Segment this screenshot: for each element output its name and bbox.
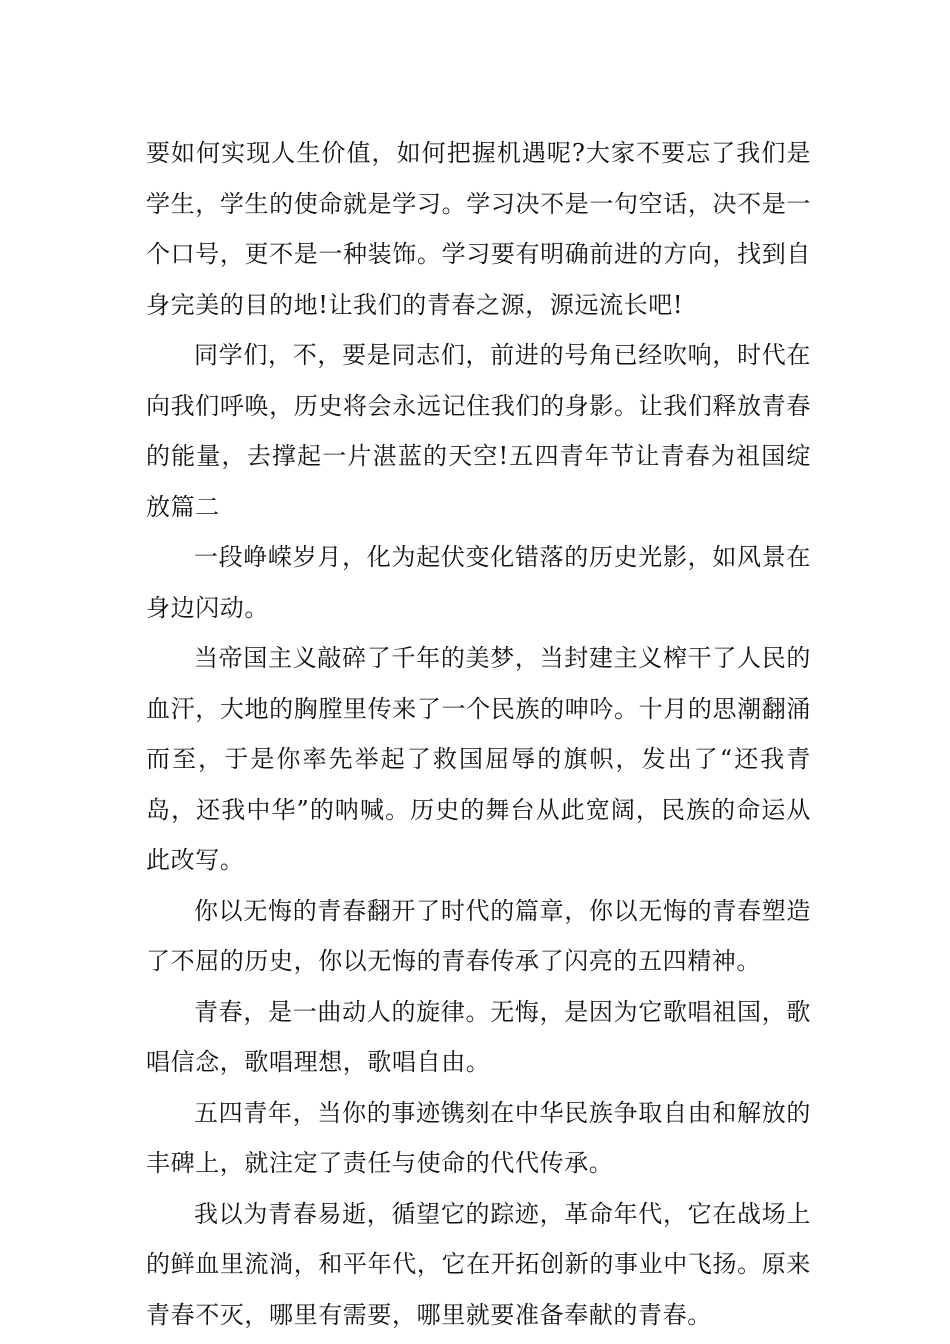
- paragraph-2: 同学们，不，要是同志们，前进的号角已经吹响，时代在向我们呼唤，历史将会永远记住我们的身影。让我们释放青春的能量，去撑起一片湛蓝的天空!五四青年节让青春为祖国绽放篇二: [146, 341, 811, 521]
- document-body: [146, 128, 811, 1340]
- paragraph-8: 我以为青春易逝，循望它的踪迹，革命年代，它在战场上的鲜血里流淌，和平年代，它在开拓创新的事业中飞扬。原来青春不灭，哪里有需要，哪里就要准备奉献的青春。: [146, 1199, 811, 1329]
- paragraph-5: 你以无悔的青春翻开了时代的篇章，你以无悔的青春塑造了不屈的历史，你以无悔的青春传承了闪亮的五四精神。: [146, 896, 811, 975]
- paragraph-7: 五四青年，当你的事迹镌刻在中华民族争取自由和解放的丰碑上，就注定了责任与使命的代代传承。: [146, 1098, 811, 1177]
- paragraph-1: 要如何实现人生价值，如何把握机遇呢?大家不要忘了我们是学生，学生的使命就是学习。学习决不是一句空话，决不是一个口号，更不是一种装饰。学习要有明确前进的方向，找到自身完美的目的地!让我们的青春之源，源远流长吧!: [146, 139, 811, 319]
- paragraph-3: 一段峥嵘岁月，化为起伏变化错落的历史光影，如风景在身边闪动。: [146, 543, 811, 622]
- paragraph-6: 青春，是一曲动人的旋律。无悔，是因为它歌唱祖国，歌唱信念，歌唱理想，歌唱自由。: [146, 997, 811, 1076]
- paragraph-4: 当帝国主义敲碎了千年的美梦，当封建主义榨干了人民的血汗，大地的胸膛里传来了一个民族的呻吟。十月的思潮翻涌而至，于是你率先举起了救国屈辱的旗帜，发出了“还我青岛，还我中华”的呐喊。历史的舞台从此宽阔，民族的命运从此改写。: [146, 644, 811, 874]
